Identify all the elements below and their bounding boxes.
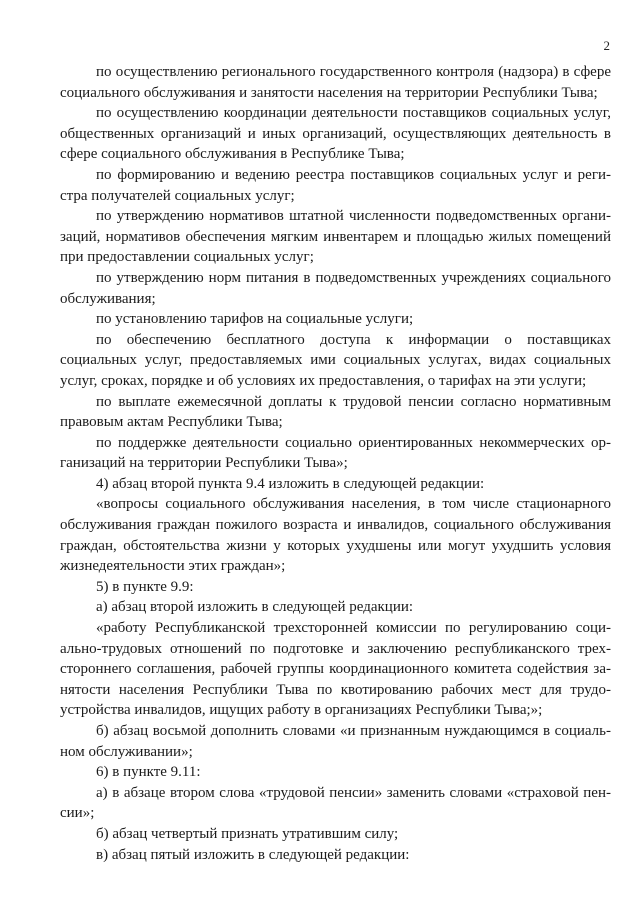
paragraph: по выплате ежемесячной доплаты к трудовой пенсии согласно нормативным правовым актам Республики Тыва;: [60, 393, 611, 431]
page-number: 2: [603, 38, 610, 53]
paragraph: по установлению тарифов на социальные услуги;: [96, 311, 414, 328]
paragraph: по утверждению норм питания в подведомственных учреждениях социального обслуживания;: [60, 269, 611, 307]
paragraph: 5) в пункте 9.9:: [96, 578, 194, 595]
paragraph: в) абзац пятый изложить в следующей редакции:: [96, 846, 410, 863]
paragraph: б) абзац четвертый признать утратившим силу;: [96, 825, 399, 842]
paragraph: по поддержке деятельности социально ориентированных некоммерческих организаций на территории Республики Тыва»;: [60, 434, 611, 472]
paragraph: б) абзац восьмой дополнить словами «и признанным нуждающимся в социальном обслуживании»;: [60, 723, 611, 760]
paragraph: а) в абзаце втором слова «трудовой пенсии» заменить словами «страховой пенсии»;: [60, 784, 611, 822]
document-body: [60, 62, 611, 865]
paragraph: по утверждению нормативов штатной численности подведомственных организаций, нормативов обеспечения мягким инвентарем и площадью жилых помещений при предоставлении социальных услуг;: [60, 208, 611, 266]
paragraph: по осуществлению координации деятельности поставщиков социальных услуг, общественных организаций и иных организаций, осуществляющих деятельность в сфере социального обслуживания в Республике Тыва;: [60, 105, 611, 163]
paragraph: по осуществлению регионального государственного контроля (надзора) в сфере социального обслуживания и занятости населения на территории Республики Тыва;: [60, 64, 611, 101]
paragraph: а) абзац второй изложить в следующей редакции:: [96, 599, 414, 616]
paragraph: по формированию и ведению реестра поставщиков социальных услуг и регистра получателей социальных услуг;: [60, 166, 611, 204]
paragraph: «работу Республиканской трехсторонней комиссии по регулированию социально-трудовых отношений по подготовке и заключению республиканского трехстороннего соглашения, рабочей группы координационного комитета содействия занятости населения Республики Тыва по квотированию рабочих мест для трудоустройства инвалидов, ищущих работу в организациях Республики Тыва;»;: [60, 620, 611, 719]
paragraph: 6) в пункте 9.11:: [96, 764, 201, 781]
paragraph: «вопросы социального обслуживания населения, в том числе стационарного обслуживания граждан пожилого возраста и инвалидов, социального обслуживания граждан, обстоятельства жизни у которых ухудшены или могут ухудшить условия жизнедеятельности этих граждан»;: [60, 496, 611, 575]
paragraph: 4) абзац второй пункта 9.4 изложить в следующей редакции:: [96, 475, 485, 492]
paragraph: по обеспечению бесплатного доступа к информации о поставщиках социальных услуг, предоставляемых ими социальных услугах, видах социальных услуг, сроках, порядке и об условиях их предоставления, о тарифах на эти услуги;: [60, 331, 611, 389]
